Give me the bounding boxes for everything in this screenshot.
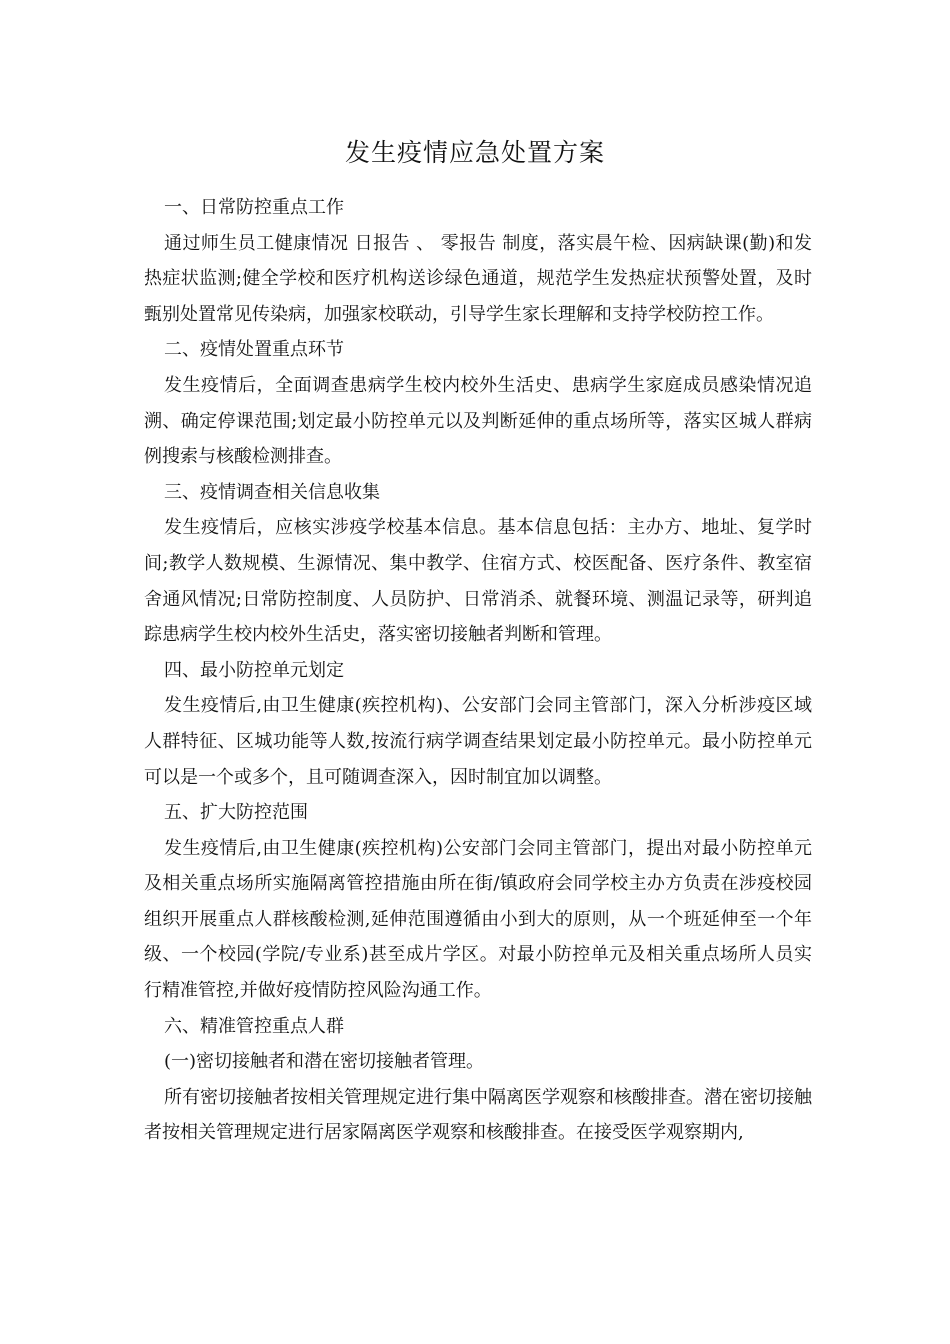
document-title: 发生疫情应急处置方案 xyxy=(344,138,605,167)
paragraph-4: 发生疫情后,由卫生健康(疾控机构)、公安部门会同主管部门，深入分析涉疫区域人群特征、区城功能等人数,按流行病学调查结果划定最小防控单元。最小防控单元可以是一个或多个，且可随调查深入，因时制宜加以调整。 xyxy=(144,695,812,788)
paragraph-1: 通过师生员工健康情况 日报告 、 零报告 制度，落实晨午检、因病缺课(勤)和发热症状监测;健全学校和医疗机构送诊绿色通道，规范学生发热症状预警处置，及时甄别处置常见传染病，加强家校联动，引导学生家长理解和支持学校防控工作。 xyxy=(144,232,812,325)
subsection-heading-6-1: (一)密切接触者和潜在密切接触者管理。 xyxy=(164,1051,485,1073)
section-heading-5: 五、扩大防控范围 xyxy=(164,802,308,824)
section-heading-3: 三、疫情调查相关信息收集 xyxy=(164,481,380,503)
paragraph-5: 发生疫情后,由卫生健康(疾控机构)公安部门会同主管部门，提出对最小防控单元及相关重点场所实施隔离管控措施由所在街/镇政府会同学校主办方负责在涉疫校园组织开展重点人群核酸检测,延伸范围遵循由小到大的原则，从一个班延伸至一个年级、一个校园(学院/专业系)甚至成片学区。对最小防控单元及相关重点场所人员实行精准管控,并做好疫情防控风险沟通工作。 xyxy=(144,837,812,1002)
document-body xyxy=(144,190,812,1151)
section-heading-2: 二、疫情处置重点环节 xyxy=(164,339,344,361)
paragraph-3: 发生疫情后，应核实涉疫学校基本信息。基本信息包括：主办方、地址、复学时间;教学人数规模、生源情况、集中教学、住宿方式、校医配备、医疗条件、教室宿舍通风情况;日常防控制度、人员防护、日常消杀、就餐环境、测温记录等，研判追踪患病学生校内校外生活史，落实密切接触者判断和管理。 xyxy=(144,517,812,646)
section-heading-1: 一、日常防控重点工作 xyxy=(164,197,344,218)
paragraph-2: 发生疫情后，全面调查患病学生校内校外生活史、患病学生家庭成员感染情况追溯、确定停课范围;划定最小防控单元以及判断延伸的重点场所等，落实区城人群病例搜索与核酸检测排查。 xyxy=(144,374,812,468)
section-heading-6: 六、精准管控重点人群 xyxy=(164,1015,344,1037)
section-heading-4: 四、最小防控单元划定 xyxy=(164,659,344,681)
paragraph-6: 所有密切接触者按相关管理规定进行集中隔离医学观察和核酸排查。潜在密切接触者按相关管理规定进行居家隔离医学观察和核酸排查。在接受医学观察期内, xyxy=(144,1086,812,1144)
